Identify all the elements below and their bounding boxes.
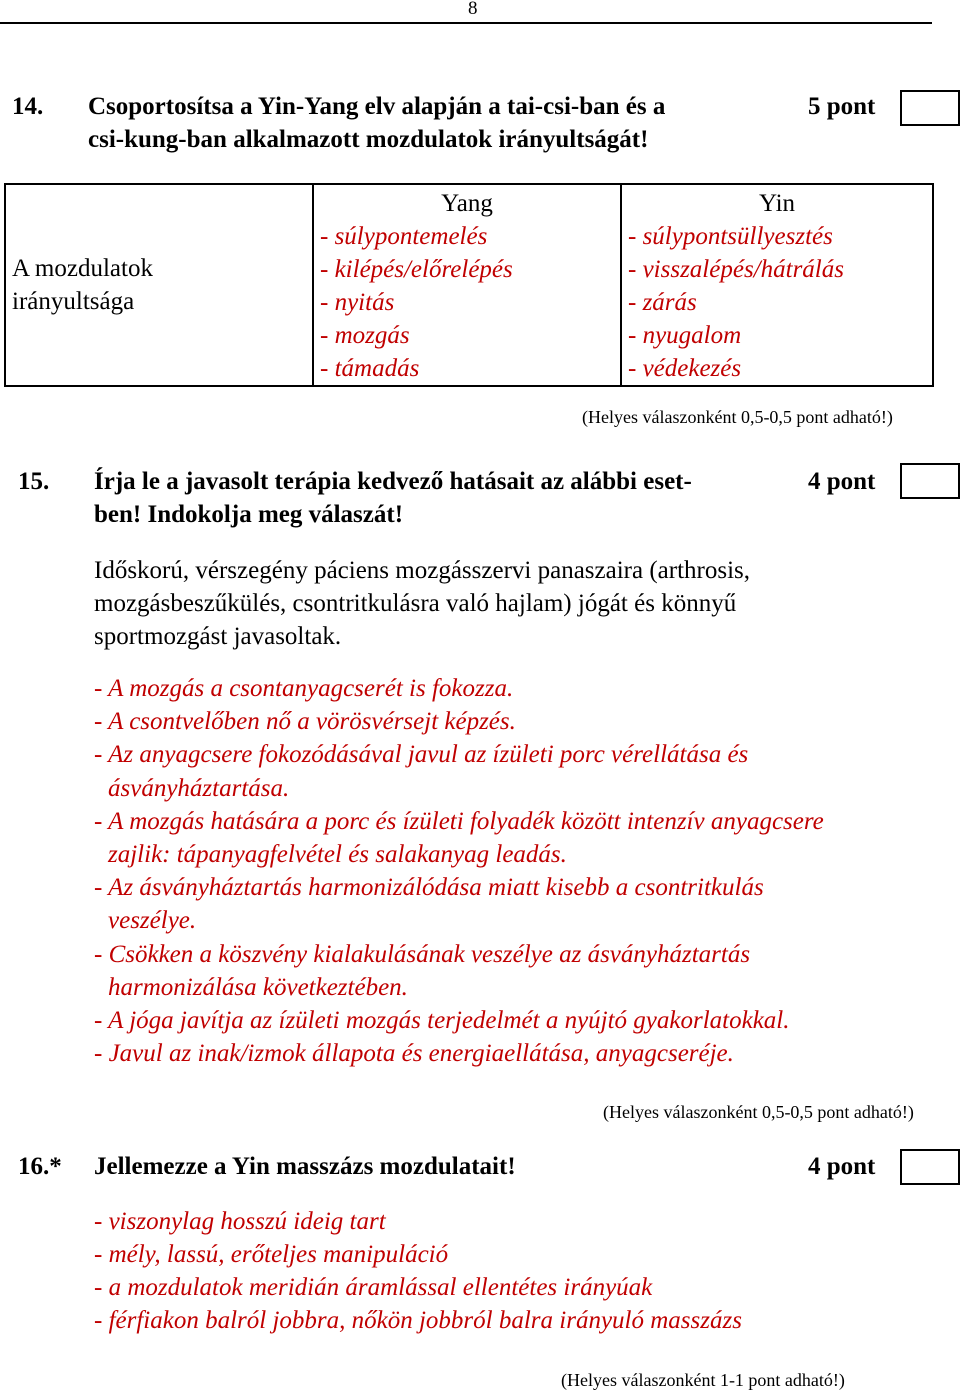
q15-answer-line: - Az anyagcsere fokozódásával javul az ízületi porc vérellátása és (94, 741, 749, 769)
q15-answer-line: - A jóga javítja az ízületi mozgás terjedelmét a nyújtó gyakorlatokkal. (94, 1007, 790, 1035)
q14-yang-item: - kilépés/előrelépés (320, 256, 513, 283)
q15-text-line1: Írja le a javasolt terápia kedvező hatásait az alábbi eset- (94, 468, 692, 495)
q14-text-line2: csi-kung-ban alkalmazott mozdulatok irányultságát! (88, 126, 649, 153)
q15-case-description (94, 554, 750, 653)
header-rule (0, 22, 932, 24)
q16-points: 4 pont (808, 1153, 876, 1180)
q14-points: 5 pont (808, 93, 876, 120)
q15-answer-line: ásványháztartása. (108, 774, 290, 802)
q16-answer-line: - viszonylag hosszú ideig tart (94, 1208, 386, 1235)
q14-yin-header: Yin (758, 190, 796, 217)
q16-answer-list (94, 1205, 742, 1337)
q14-scoring-note: (Helyes válaszonként 0,5-0,5 pont adható!) (582, 407, 893, 427)
q14-yang-item: - nyitás (320, 289, 395, 316)
q14-number: 14. (12, 93, 44, 120)
q15-answer-line: - A mozgás a csontanyagcserét is fokozza. (94, 675, 514, 702)
q14-text-line1: Csoportosítsa a Yin-Yang elv alapján a tai-csi-ban és a (88, 93, 666, 120)
q14-yang-item: - támadás (320, 355, 420, 382)
q14-row-label-cell (5, 184, 313, 386)
q14-yin-item: - súlypontsüllyesztés (628, 223, 833, 250)
q15-points: 4 pont (808, 468, 876, 495)
q16-answer-line: - férfiakon balról jobbra, nőkön jobbról balra irányuló masszázs (94, 1307, 742, 1334)
q14-yin-item: - nyugalom (628, 322, 742, 349)
q15-case-line: sportmozgást javasoltak. (94, 623, 342, 650)
q16-answer-line: - a mozdulatok meridián áramlással ellentétes irányúak (94, 1274, 653, 1301)
q15-answer-line: - A csontvelőben nő a vörösvérsejt képzés. (94, 708, 516, 736)
q16-scoring-note: (Helyes válaszonként 1-1 pont adható!) (561, 1370, 845, 1390)
q15-answer-line: - Csökken a köszvény kialakulásának veszélye az ásványháztartás (94, 940, 751, 968)
q14-yin-list (622, 220, 932, 385)
q14-yin-item: - zárás (628, 289, 697, 316)
q15-score-box[interactable] (900, 463, 960, 499)
q15-answer-line: zajlik: tápanyagfelvétel és salakanyag leadás. (108, 841, 567, 869)
q14-yang-list (314, 220, 620, 385)
q16-number: 16.* (18, 1153, 62, 1180)
q15-text-line2: ben! Indokolja meg válaszát! (94, 501, 404, 528)
q14-yin-cell (621, 184, 933, 386)
q14-yin-item: - visszalépés/hátrálás (628, 256, 844, 283)
q16-answer-line: - mély, lassú, erőteljes manipuláció (94, 1241, 449, 1268)
q15-scoring-note: (Helyes válaszonként 0,5-0,5 pont adható!) (603, 1102, 914, 1122)
q15-answer-line: harmonizálása következtében. (108, 973, 408, 1001)
q15-answer-line: - Javul az inak/izmok állapota és energiaellátása, anyagcseréje. (94, 1040, 734, 1068)
q15-case-line: mozgásbeszűkülés, csontritkulásra való hajlam) jógát és könnyű (94, 590, 737, 617)
q14-yang-cell (313, 184, 621, 386)
q15-answer-line: - Az ásványháztartás harmonizálódása miatt kisebb a csontritkulás (94, 874, 764, 902)
q16-text-line1: Jellemezze a Yin masszázs mozdulatait! (94, 1153, 516, 1180)
q14-score-box[interactable] (900, 90, 960, 126)
q14-row-label-line1: A mozdulatok (12, 255, 153, 282)
page-number: 8 (468, 0, 478, 19)
q15-answer-line: - A mozgás hatására a porc és ízületi folyadék között intenzív anyagcsere (94, 807, 824, 835)
q15-number: 15. (18, 468, 50, 495)
q16-score-box[interactable] (900, 1149, 960, 1185)
q15-answer-list (94, 672, 824, 1070)
q14-yang-item: - súlypontemelés (320, 223, 488, 250)
q15-case-line: Időskorú, vérszegény páciens mozgásszervi panaszaira (arthrosis, (94, 557, 750, 584)
q14-yang-header: Yang (441, 190, 493, 217)
q14-yang-item: - mozgás (320, 322, 410, 349)
q14-row-label-line2: irányultsága (12, 288, 135, 315)
q15-answer-line: veszélye. (108, 907, 197, 935)
q14-yin-item: - védekezés (628, 355, 742, 382)
q14-table (4, 183, 934, 387)
